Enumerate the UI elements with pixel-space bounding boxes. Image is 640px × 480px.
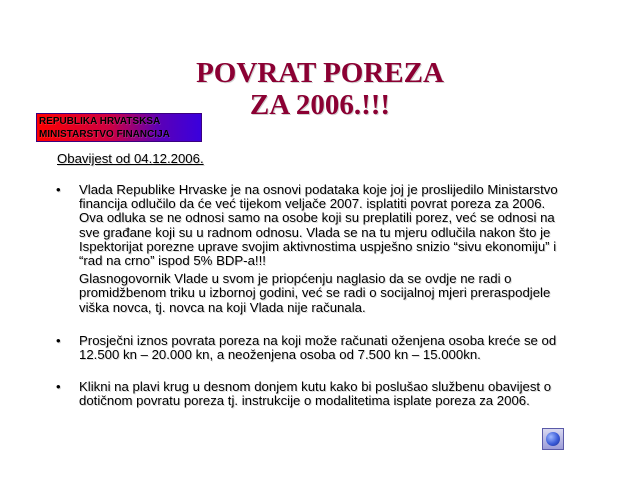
notice-date: Obavijest od 04.12.2006. bbox=[57, 151, 204, 166]
ministry-badge bbox=[36, 113, 202, 142]
play-announcement-button[interactable] bbox=[542, 428, 564, 450]
text-line: “rad na crno” ispod 5% BDP-a!!! bbox=[79, 253, 266, 269]
bullet-marker: • bbox=[56, 379, 61, 394]
text-line: sve građane koji su u radnom odnosu. Vlada se na tu mjeru odlučila nakon što je bbox=[79, 224, 551, 240]
text-line: Ispektorijat porezne uprave svojim aktivnostima uspješno snizio “sivu ekonomiju” i bbox=[79, 238, 557, 254]
text-line: Glasnogovornik Vlade u svom je priopćenju naglasio da se ovdje ne radi o bbox=[79, 271, 512, 287]
title-line-2: ZA 2006.!!! bbox=[249, 89, 391, 121]
text-line: Klikni na plavi krug u desnom donjem kutu kako bi poslušao službenu obavijest o bbox=[79, 379, 552, 394]
text-line: Prosječni iznos povrata poreza na koji može računati oženjena osoba kreće se od bbox=[79, 333, 557, 348]
text-line: dotičnom povratu poreza tj. instrukcije o modalitetima isplate poreza za 2006. bbox=[79, 393, 530, 409]
bullet-marker: • bbox=[56, 182, 61, 197]
blue-circle-icon bbox=[546, 432, 560, 446]
bullet-text bbox=[79, 380, 607, 408]
text-line: Ova odluka se ne odnosi samo na osobe koji su preplatili porez, već se odnosi na bbox=[79, 210, 555, 226]
bullet-marker: • bbox=[56, 333, 61, 348]
text-line: viška novca, tj. novca na koji Vlada nije računala. bbox=[79, 299, 366, 315]
badge-line-1: REPUBLIKA HRVATSKSA bbox=[39, 116, 161, 127]
text-line: promidžbenom triku u izbornoj godini, već se radi o socijalnoj mjeri preraspodjele bbox=[79, 285, 551, 301]
badge-line-2: MINISTARSTVO FINANCIJA bbox=[39, 129, 170, 140]
text-line: 12.500 kn – 20.000 kn, a neoženjena osoba od 7.500 kn – 15.000kn. bbox=[79, 347, 481, 363]
bullet-text bbox=[79, 183, 607, 315]
text-line: financija odlučilo da će već tijekom veljače 2007. isplatiti povrat poreza za 2006. bbox=[79, 196, 546, 212]
text-line: Vlada Republike Hrvaske je na osnovi podataka koje joj je proslijedilo Ministarstvo bbox=[79, 182, 558, 197]
slide-title bbox=[150, 57, 490, 121]
bullet-text bbox=[79, 334, 607, 362]
paragraph bbox=[79, 272, 607, 315]
title-line-1: POVRAT POREZA bbox=[196, 57, 444, 89]
paragraph bbox=[79, 183, 607, 268]
